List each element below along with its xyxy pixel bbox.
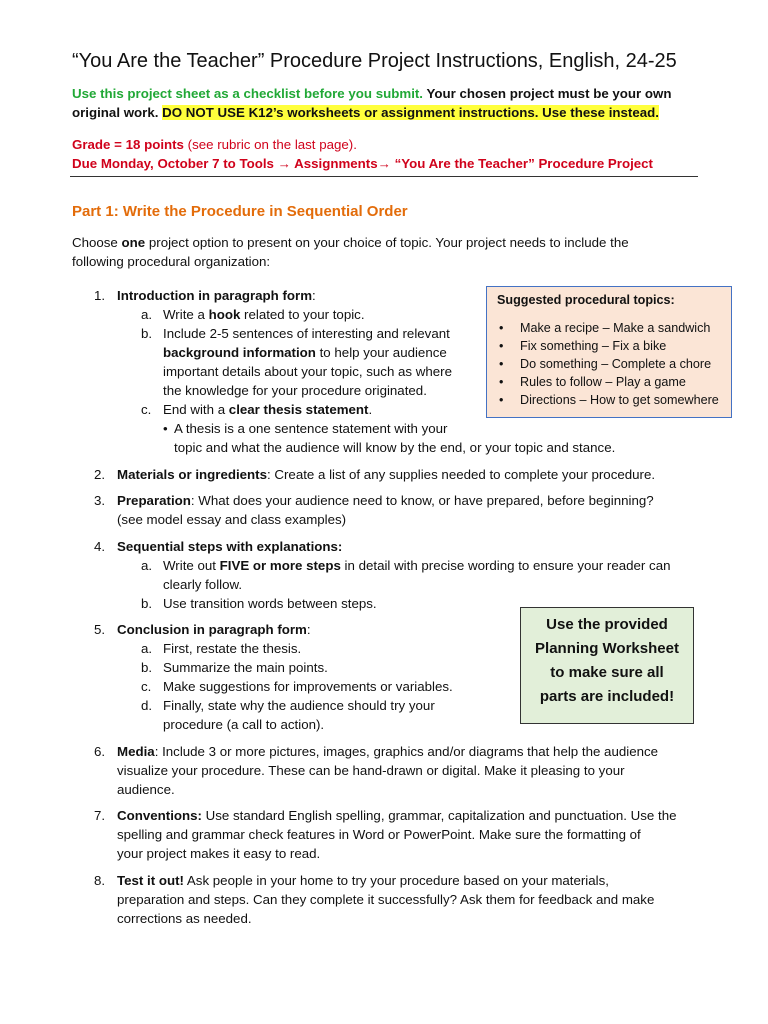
item-text: : Include 3 or more pictures, images, graphics and/or diagrams that help the audience — [154, 744, 659, 759]
item-number: 7. — [94, 808, 106, 823]
item-text: Ask people in your home to try your procedure based on your materials, — [183, 873, 609, 888]
item-colon: : — [312, 288, 316, 303]
sub-text: Summarize the main points. — [163, 660, 328, 675]
list-item-8 — [72, 871, 712, 928]
topic-item — [497, 337, 721, 355]
item-number: 5. — [94, 622, 106, 637]
sub-text-bold: hook — [208, 307, 241, 322]
bullet-dot: • — [499, 321, 504, 335]
item-text: : What does your audience need to know, or have prepared, before beginning? — [190, 493, 654, 508]
topic-item — [497, 373, 721, 391]
item-text: (see model essay and class examples) — [117, 512, 347, 527]
sub-text: the knowledge for your procedure originated. — [163, 383, 427, 398]
sub-letter: d. — [141, 698, 153, 713]
topic-item — [497, 319, 721, 337]
due-date-text: Due Monday, October 7 to Tools → Assignments→ “You Are the Teacher” Procedure Project — [72, 156, 653, 171]
suggested-topics-box — [486, 286, 732, 418]
item-title: Materials or ingredients — [117, 467, 267, 482]
bullet-dot: • — [499, 375, 504, 389]
sub-text: Write a — [163, 307, 209, 322]
list-item-2 — [72, 465, 712, 484]
item-text: spelling and grammar check features in Word or PowerPoint. Make sure the formatting of — [117, 827, 641, 842]
planning-worksheet-callout — [520, 607, 694, 724]
sub-text-bold: clear thesis statement — [228, 402, 369, 417]
sub-letter: b. — [141, 596, 153, 611]
sub-letter: a. — [141, 641, 153, 656]
sub-text: in detail with precise wording to ensure your reader can — [340, 558, 671, 573]
topic-item — [497, 355, 721, 373]
choose-text-post1: project option to present on your choice of topic. Your project needs to include the — [145, 235, 629, 250]
sub-text: clearly follow. — [163, 577, 243, 592]
item-number: 4. — [94, 539, 106, 554]
intro-block — [72, 84, 692, 122]
item-number: 2. — [94, 467, 106, 482]
item-title: Sequential steps with explanations: — [117, 539, 343, 554]
topics-heading: Suggested procedural topics: — [497, 293, 675, 307]
sub-text: Make suggestions for improvements or variables. — [163, 679, 453, 694]
item-number: 8. — [94, 873, 106, 888]
sub-letter: c. — [141, 679, 152, 694]
topic-text: Do something – Complete a chore — [520, 357, 712, 371]
sub-text: important details about your topic, such as where — [163, 364, 452, 379]
sub-text: First, restate the thesis. — [163, 641, 302, 656]
item-title: Test it out! — [117, 873, 184, 888]
topic-text: Fix something – Fix a bike — [520, 339, 667, 353]
sub-text: related to your topic. — [240, 307, 365, 322]
item-text: preparation and steps. Can they complete it successfully? Ask them for feedback and make — [117, 892, 655, 907]
item-title: Conventions: — [117, 808, 202, 823]
intro-checklist-text: Use this project sheet as a checklist before you submit. — [72, 86, 424, 101]
item-title: Preparation — [117, 493, 191, 508]
list-item-3 — [72, 491, 712, 529]
list-item-4 — [72, 537, 712, 613]
bullet-text: A thesis is a one sentence statement with your — [174, 421, 448, 436]
choose-text-post2: following procedural organization: — [72, 254, 271, 269]
item-text: visualize your procedure. These can be hand-drawn or digital. Make it pleasing to your — [117, 763, 625, 778]
item-number: 6. — [94, 744, 106, 759]
item-text: audience. — [117, 782, 175, 797]
sub-text: procedure (a call to action). — [163, 717, 325, 732]
divider — [70, 176, 698, 177]
choose-text-bold: one — [121, 235, 146, 250]
grade-label: Grade = 18 points — [72, 137, 184, 152]
topic-text: Rules to follow – Play a game — [520, 375, 686, 389]
item-text: your project makes it easy to read. — [117, 846, 321, 861]
bullet-dot: • — [499, 393, 504, 407]
page-title: “You Are the Teacher” Procedure Project Instructions, English, 24-25 — [72, 50, 677, 72]
bullet-dot: • — [163, 421, 168, 436]
item-title: Conclusion in paragraph form — [117, 622, 307, 637]
callout-line: to make sure all — [550, 664, 664, 681]
item-colon: : — [306, 622, 311, 637]
item-title: Introduction in paragraph form — [117, 288, 313, 303]
sub-letter: b. — [141, 326, 153, 341]
grade-note: (see rubric on the last page). — [183, 137, 357, 152]
list-item-7 — [72, 806, 712, 863]
intro-own-work-text: Your chosen project must be your own — [423, 86, 672, 101]
sub-letter: a. — [141, 558, 153, 573]
sub-letter: a. — [141, 307, 153, 322]
item-text: Use standard English spelling, grammar, capitalization and punctuation. Use the — [201, 808, 677, 823]
sub-text: . — [368, 402, 373, 417]
sub-letter: c. — [141, 402, 152, 417]
sub-text: Use transition words between steps. — [163, 596, 377, 611]
sub-letter: b. — [141, 660, 153, 675]
topic-text: Directions – How to get somewhere — [520, 393, 719, 407]
sub-text: to help your audience — [315, 345, 447, 360]
item-text: corrections as needed. — [117, 911, 252, 926]
callout-line: Planning Worksheet — [535, 640, 679, 657]
topic-text: Make a recipe – Make a sandwich — [520, 321, 711, 335]
sub-text: Write out — [163, 558, 220, 573]
sub-text-bold: background information — [163, 345, 316, 360]
sub-text: End with a — [163, 402, 229, 417]
callout-line: Use the provided — [546, 616, 668, 633]
bullet-dot: • — [499, 339, 504, 353]
intro-warning-highlight: DO NOT USE K12’s worksheets or assignment instructions. Use these instead. — [162, 105, 659, 120]
sub-text: Finally, state why the audience should try your — [163, 698, 435, 713]
topic-item — [497, 391, 721, 409]
intro-original-work-text: original work. — [72, 105, 163, 120]
item-number: 1. — [94, 288, 106, 303]
choose-paragraph — [72, 233, 682, 271]
list-item-6 — [72, 742, 712, 799]
bullet-dot: • — [499, 357, 504, 371]
section-heading-part1: Part 1: Write the Procedure in Sequential Order — [72, 203, 408, 220]
sub-text: Include 2-5 sentences of interesting and relevant — [163, 326, 450, 341]
item-number: 3. — [94, 493, 106, 508]
bullet-text: topic and what the audience will know by the end, or your topic and stance. — [174, 440, 616, 455]
item-text: : Create a list of any supplies needed to complete your procedure. — [267, 467, 656, 482]
item-title: Media — [117, 744, 155, 759]
callout-line: parts are included! — [539, 688, 675, 705]
grade-block — [72, 135, 712, 173]
choose-text-pre: Choose — [72, 235, 122, 250]
sub-text-bold: FIVE or more steps — [219, 558, 341, 573]
